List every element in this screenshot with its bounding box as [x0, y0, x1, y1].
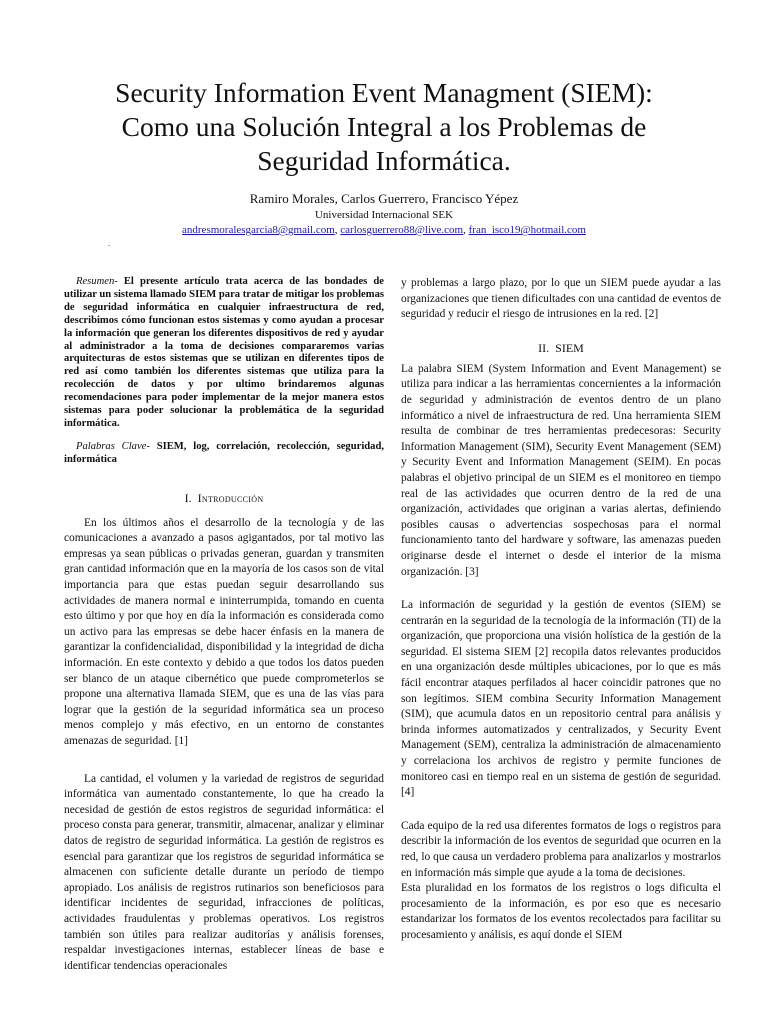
title-line-2: Como una Solución Integral a los Problemas de	[121, 111, 647, 142]
abstract	[64, 276, 384, 431]
siem-paragraph-3: Cada equipo de la red usa diferentes formatos de logs o registros para describir la información de los eventos de seguridad que ocurren en la red, lo que causa un verdadero problema para analizarlos y mostrarlos en información más simple que ayude a la toma de decisiones.	[401, 819, 721, 879]
left-column	[64, 276, 384, 974]
affiliation: Universidad Internacional SEK	[314, 209, 454, 221]
stray-dot: .	[108, 238, 111, 248]
abstract-text: El presente artículo trata acerca de las bondades de utilizar un sistema llamado SIEM para tratar de mitigar los problemas de seguridad informática en cualquier infraestructura de red, describimos cómo funcionan estos sistemas y como ayudan a procesar la información que generan los diferentes dispositivos de red y ayudar al administrador a la toma de decisiones compararemos varias arquitecturas de estos sistemas que se utilizan en diferentes tipos de red así como también los diferentes sistemas que utiliza para la recolección de datos y por ultimo brindaremos algunas recomendaciones para poder implementar de la mejor manera estos sistemas para poder solucionar la problemática de la seguridad informática.	[64, 276, 384, 429]
keywords-text: SIEM, log, correlación, recolección, seguridad, informática	[64, 440, 384, 465]
email-link-2[interactable]: carlosguerrero88@live.com	[340, 224, 464, 236]
intro-paragraph-1: En los últimos años el desarrollo de la tecnología y de las comunicaciones a avanzado a pasos agigantados, por tal motivo las empresas ya sean públicas o privadas generan, guardan y transmiten gran cantidad información que en la mayoría de los casos son de vital importancia para que estas puedan seguir desarrollando sus actividades de manera normal e ininterrumpida, tomando en cuenta esto último y por que hoy en día la información es considerada como un activo para las empresas se debe hacer énfasis en la manera de garantizar la confidencialidad, disponibilidad y la integridad de dicha información. En este contexto y debido a que todos los datos pueden ser blanco de un ataque cibernético que puede comprometerlos se propone una alternativa llamada SIEM, que es una de las vías para lograr que la gestión de la seguridad informática sea un proceso menos complejo y más efectivo, en un entorno de constantes amenazas de seguridad. [1]	[64, 516, 384, 747]
keywords-label: Palabras Clave-	[76, 440, 150, 452]
keywords	[64, 441, 384, 467]
email-link-3[interactable]: fran_isco19@hotmail.com	[468, 224, 586, 236]
section-title: Introducción	[197, 490, 264, 505]
section-number: II.	[538, 340, 550, 355]
title-line-1: Security Information Event Managment (SIEM):	[115, 77, 653, 108]
abstract-label: Resumen-	[76, 276, 118, 287]
intro-paragraph-2: La cantidad, el volumen y la variedad de registros de seguridad informática van aumentado constantemente, lo que ha creado la necesidad de gestión de estos registros de seguridad informática: el proceso consta para generar, transmitir, almacenar, analizar y eliminar datos de registro de seguridad informática. La gestión de registros es esencial para garantizar que los registros de seguridad informática se almacenen con suficiente detalle durante un período de tiempo apropiado. Los análisis de registros rutinarios son beneficiosos para identificar incidentes de seguridad, infracciones de políticas, actividades fraudulentas y problemas operativos. Los registros también son útiles para realizar auditorías y análisis forenses, respaldar investigaciones internas, establecer líneas de base e identificar tendencias operacionales	[64, 772, 384, 972]
email-separator: ,	[463, 224, 469, 236]
right-column	[401, 276, 721, 944]
section-number: I.	[184, 490, 192, 505]
email-separator: ,	[334, 224, 341, 236]
section-title: SIEM	[555, 340, 584, 355]
title-line-3: Seguridad Informática.	[257, 145, 511, 176]
author-emails	[40, 223, 728, 237]
siem-paragraph-4: Esta pluralidad en los formatos de los registros o logs dificulta el procesamiento de la información, es por eso que es necesario estandarizar los formatos de los eventos recolectados para facilitar su procesamiento y análisis, es aquí donde el SIEM	[401, 882, 721, 941]
paper-title	[40, 76, 728, 178]
siem-paragraph-2: La información de seguridad y la gestión de eventos (SIEM) se centrarán en la seguridad de la tecnología de la información (TI) de la organización, que proporciona una visión holística de la gestión de la seguridad. El sistema SIEM [2] recopila datos relevantes producidos en una organización desde múltiples ubicaciones, por lo que es más fácil encontrar ataques perfilados al hacer coincidir patrones que no son legítimos. SIEM combina Security Information Management (SIM), que acumula datos en un repositorio central para análisis y brinda informes automatizados y centralizados, y Security Event Management (SEM), centraliza la administración de almacenamiento y correlaciona los archivos de registro y permite funciones de monitoreo casi en tiempo real en un sistema de gestión de seguridad. [4]	[401, 599, 721, 799]
section-heading-siem	[401, 341, 721, 356]
section-heading-introduccion	[64, 491, 384, 506]
email-link-1[interactable]: andresmoralesgarcia8@gmail.com	[182, 224, 335, 236]
author-list: Ramiro Morales, Carlos Guerrero, Francisco Yépez	[249, 191, 519, 206]
siem-paragraph-1: La palabra SIEM (System Information and Event Management) se utiliza para indicar a las herramientas concernientes a la información de seguridad y administración de eventos dentro de un plano informático a nivel de infraestructura de red. Una herramienta SIEM resulta de combinar de tres herramientas predecesoras: Security Information Management (SIM), Security Event Management (SEM) y Security Event and Information Management (SEIM). En pocas palabras el objetivo principal de un SIEM es el monitoreo en tiempo real de las actividades que ocurren dentro de la red de una organización, actividades que originan a varias alertas, definiendo posibles causas o advertencias sospechosas para el normal funcionamiento tanto del hardware y software, las amenazas pueden originarse desde el internet o desde el interior de la misma organización. [3]	[401, 362, 721, 578]
continued-paragraph: y problemas a largo plazo, por lo que un SIEM puede ayudar a las organizaciones que tienen dificultades con una cantidad de eventos de seguridad y reducir el riesgo de intrusiones en la red. [2]	[401, 277, 721, 321]
